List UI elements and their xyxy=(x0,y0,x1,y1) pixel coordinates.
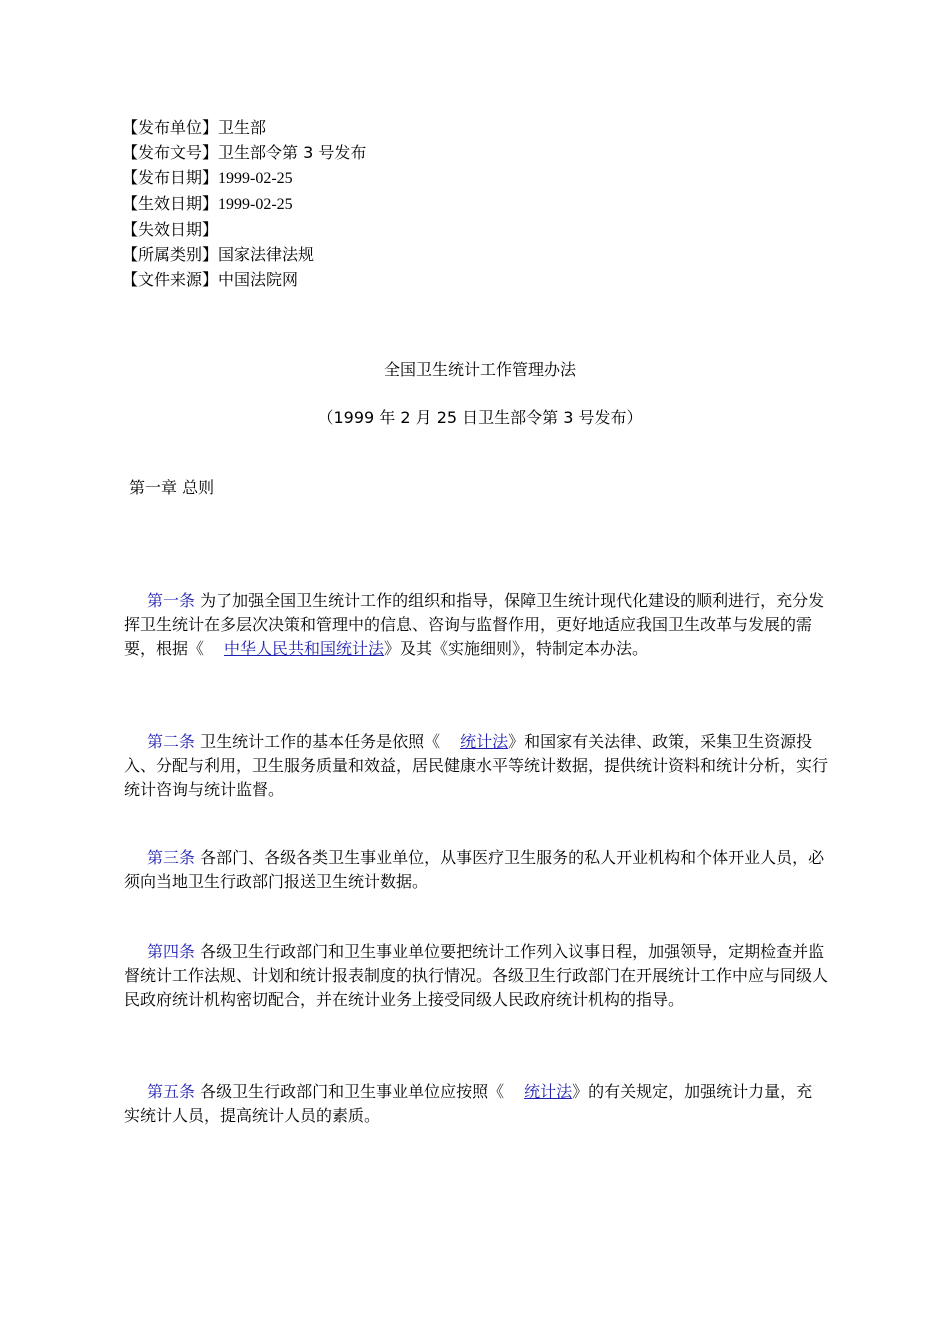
law-link-statistics-law[interactable]: 统计法 xyxy=(460,732,509,751)
article-text: 各级卫生行政部门和卫生事业单位要把统计工作列入议事日程，加强领导，定期检查并监督统计工作法规、计划和统计报表制度的执行情况。各级卫生行政部门在开展统计工作中应与同级人民政府统计机构密切配合，并在统计业务上接受同级人民政府统计机构的指导。 xyxy=(124,942,829,1009)
meta-source xyxy=(122,267,366,292)
chapter-heading: 第一章 总则 xyxy=(129,478,215,497)
meta-value: 1999-02-25 xyxy=(218,170,293,187)
meta-label: 【文件来源】 xyxy=(122,270,219,289)
article-label: 第二条 xyxy=(147,732,196,751)
article-1 xyxy=(124,589,828,661)
article-2 xyxy=(124,730,828,802)
meta-effective-date xyxy=(122,191,366,217)
meta-issuer xyxy=(122,115,366,140)
meta-value: 卫生部 xyxy=(218,118,267,137)
article-label: 第五条 xyxy=(147,1082,196,1101)
meta-category xyxy=(122,242,366,267)
article-5 xyxy=(124,1080,828,1128)
law-link-statistics-law[interactable]: 中华人民共和国统计法 xyxy=(224,639,385,658)
meta-label: 【生效日期】 xyxy=(122,194,219,213)
article-text: 卫生统计工作的基本任务是依照《 xyxy=(195,732,441,751)
meta-expiry-date xyxy=(122,217,366,242)
meta-label: 【发布文号】 xyxy=(122,143,219,162)
law-link-statistics-law[interactable]: 统计法 xyxy=(524,1082,573,1101)
meta-label: 【所属类别】 xyxy=(122,245,219,264)
article-text: 各级卫生行政部门和卫生事业单位应按照《 xyxy=(195,1082,505,1101)
article-3 xyxy=(124,846,828,894)
meta-label: 【发布单位】 xyxy=(122,118,219,137)
article-label: 第四条 xyxy=(147,942,196,961)
meta-value: 中国法院网 xyxy=(218,270,299,289)
meta-value: 1999-02-25 xyxy=(218,196,293,213)
meta-value: 国家法律法规 xyxy=(218,245,315,264)
article-text: 》的有关规定，加强统计力量，充实统计人员，提高统计人员的素质。 xyxy=(124,1082,813,1125)
document-title: 全国卫生统计工作管理办法 xyxy=(383,360,576,379)
document-subtitle: （1999 年 2 月 25 日卫生部令第 3 号发布） xyxy=(317,408,643,427)
metadata-block xyxy=(122,115,366,292)
meta-label: 【失效日期】 xyxy=(122,220,219,239)
article-text: 》和国家有关法律、政策，采集卫生资源投入、分配与利用，卫生服务质量和效益，居民健康水平等统计数据，提供统计资料和统计分析，实行统计咨询与统计监督。 xyxy=(124,732,829,799)
article-label: 第三条 xyxy=(147,848,196,867)
meta-label: 【发布日期】 xyxy=(122,168,219,187)
article-text: 各部门、各级各类卫生事业单位，从事医疗卫生服务的私人开业机构和个体开业人员，必须向当地卫生行政部门报送卫生统计数据。 xyxy=(124,848,825,891)
meta-issue-date xyxy=(122,165,366,191)
article-text: 》及其《实施细则》，特制定本办法。 xyxy=(384,639,649,658)
meta-doc-number xyxy=(122,140,366,165)
article-label: 第一条 xyxy=(147,591,196,610)
meta-value: 卫生部令第 3 号发布 xyxy=(218,143,367,162)
article-4 xyxy=(124,940,828,1012)
article-text: 为了加强全国卫生统计工作的组织和指导，保障卫生统计现代化建设的顺利进行，充分发挥卫生统计在多层次决策和管理中的信息、咨询与监督作用，更好地适应我国卫生改革与发展的需要，根据《 xyxy=(124,591,825,658)
